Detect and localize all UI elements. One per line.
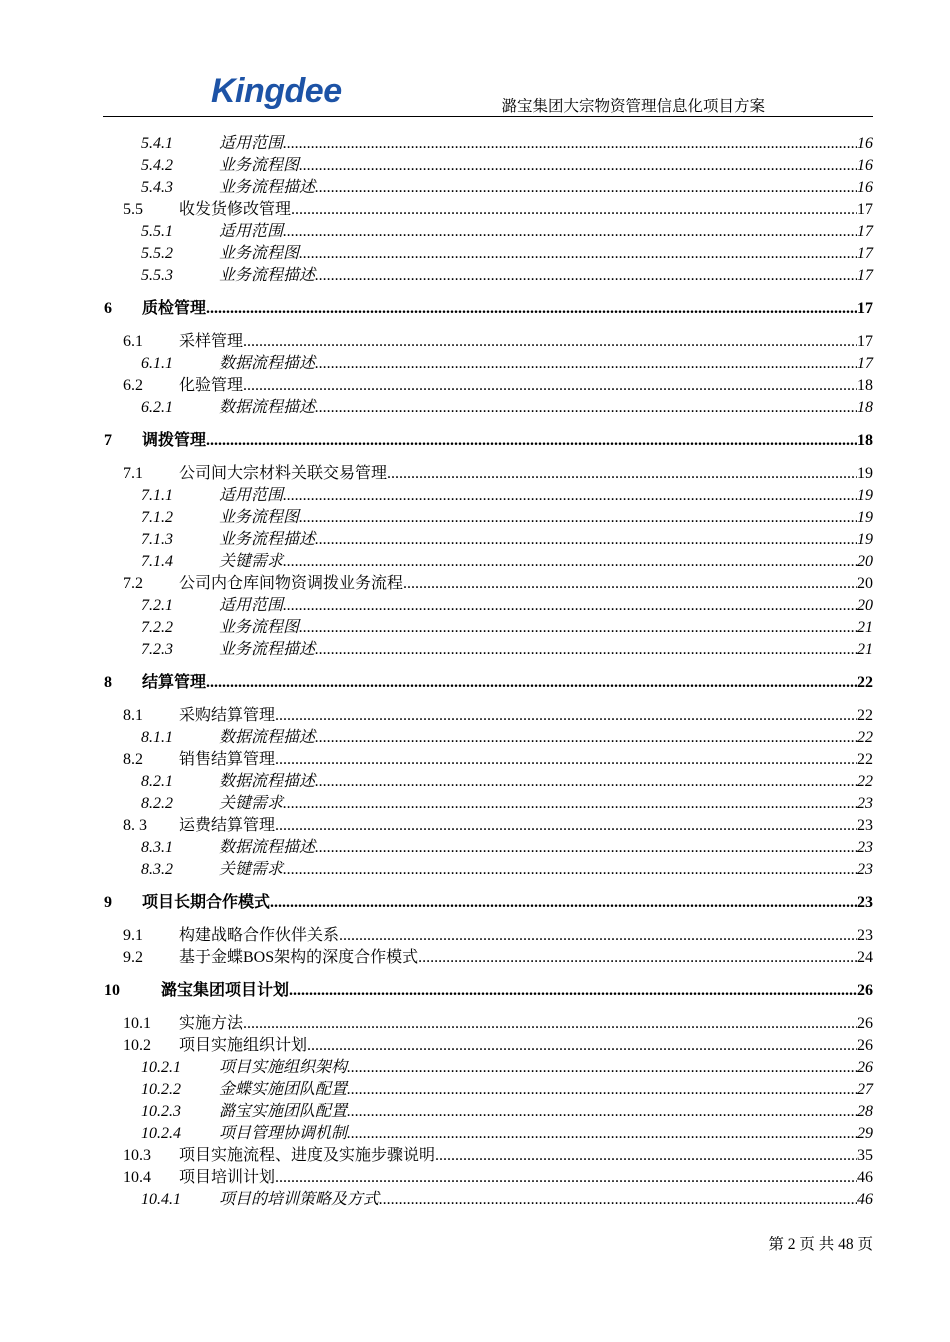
toc-entry-10[interactable] [103,977,873,999]
toc-leader-dots [347,1125,857,1143]
toc-entry-8-2-1[interactable] [103,768,873,790]
toc-entry-title: 数据流程描述 [219,729,316,746]
toc-leader-dots [379,1191,857,1209]
toc-entry-title: 数据流程描述 [219,399,316,416]
toc-leader-dots [315,729,857,747]
toc-entry-number: 8.2 [123,751,143,768]
toc-entry-number: 5.5.3 [141,267,173,284]
toc-entry-5-5-2[interactable] [103,240,873,262]
toc-entry-title: 关键需求 [219,553,284,570]
toc-entry-page: 23 [857,861,873,878]
toc-entry-number: 5.4.2 [141,157,173,174]
toc-entry-10-4[interactable] [103,1164,873,1186]
toc-entry-title: 适用范围 [219,135,284,152]
toc-entry-number: 9 [104,894,112,911]
toc-entry-number: 10.2.1 [141,1059,181,1076]
toc-entry-number: 7.2 [123,575,143,592]
toc-entry-page: 21 [857,619,873,636]
toc-entry-6-1-1[interactable] [103,350,873,372]
toc-entry-title: 适用范围 [219,223,284,240]
toc-entry-8-1-1[interactable] [103,724,873,746]
toc-entry-title: 销售结算管理 [179,751,276,768]
toc-entry-10-4-1[interactable] [103,1186,873,1208]
toc-entry-5-5-3[interactable] [103,262,873,284]
toc-entry-page: 19 [857,509,873,526]
toc-entry-number: 9.1 [123,927,143,944]
toc-entry-number: 6.2 [123,377,143,394]
toc-leader-dots [387,465,857,483]
toc-leader-dots [243,333,857,351]
toc-entry-6[interactable] [103,295,873,317]
toc-entry-page: 17 [857,300,873,317]
toc-entry-5-4-2[interactable] [103,152,873,174]
toc-entry-title: 业务流程描述 [219,531,316,548]
toc-entry-10-3[interactable] [103,1142,873,1164]
toc-entry-title: 质检管理 [142,300,207,317]
toc-entry-number: 10.2.2 [141,1081,181,1098]
toc-entry-title: 潞宝实施团队配置 [219,1103,348,1120]
toc-entry-page: 17 [857,245,873,262]
toc-entry-title: 金蝶实施团队配置 [219,1081,348,1098]
toc-entry-10-2-1[interactable] [103,1054,873,1076]
toc-leader-dots [299,619,857,637]
toc-entry-page: 16 [857,179,873,196]
toc-leader-dots [275,751,857,769]
toc-entry-number: 6.1.1 [141,355,173,372]
toc-entry-page: 19 [857,487,873,504]
toc-entry-title: 项目管理协调机制 [219,1125,348,1142]
toc-entry-7-1-3[interactable] [103,526,873,548]
toc-entry-page: 20 [857,553,873,570]
toc-entry-page: 23 [857,795,873,812]
toc-entry-title: 关键需求 [219,795,284,812]
toc-entry-title: 公司内仓库间物资调拨业务流程 [179,575,404,592]
toc-entry-number: 8.2.2 [141,795,173,812]
toc-entry-page: 26 [857,1059,873,1076]
toc-entry-8-3-2[interactable] [103,856,873,878]
toc-entry-title: 采购结算管理 [179,707,276,724]
toc-entry-9-2[interactable] [103,944,873,966]
toc-entry-page: 19 [857,465,873,482]
toc-entry-page: 22 [857,729,873,746]
toc-leader-dots [315,641,857,659]
toc-entry-page: 16 [857,135,873,152]
toc-entry-title: 数据流程描述 [219,839,316,856]
toc-entry-number: 7.1.4 [141,553,173,570]
toc-entry-8-2[interactable] [103,746,873,768]
toc-leader-dots [275,1169,857,1187]
toc-entry-number: 7.1.1 [141,487,173,504]
toc-entry-title: 业务流程图 [219,509,300,526]
toc-entry-number: 8.3.1 [141,839,173,856]
toc-entry-page: 20 [857,597,873,614]
toc-entry-number: 9.2 [123,949,143,966]
toc-entry-number: 5.5.1 [141,223,173,240]
toc-entry-number: 7.2.1 [141,597,173,614]
toc-entry-number: 8.3.2 [141,861,173,878]
toc-leader-dots [283,553,857,571]
toc-entry-title: 项目实施流程、进度及实施步骤说明 [179,1147,436,1164]
toc-entry-page: 27 [857,1081,873,1098]
toc-entry-number: 10 [104,982,120,999]
page-number: 第 2 页 共 48 页 [768,1236,873,1253]
toc-entry-5-4-3[interactable] [103,174,873,196]
toc-entry-page: 22 [857,707,873,724]
toc-entry-number: 7.1.3 [141,531,173,548]
toc-entry-number: 7 [104,432,112,449]
toc-entry-title: 潞宝集团项目计划 [161,982,290,999]
toc-entry-page: 26 [857,982,873,999]
toc-entry-title: 业务流程描述 [219,267,316,284]
toc-leader-dots [347,1059,857,1077]
toc-leader-dots [315,355,857,373]
toc-entry-9[interactable] [103,889,873,911]
toc-entry-page: 21 [857,641,873,658]
toc-leader-dots [315,531,857,549]
toc-entry-5-5-1[interactable] [103,218,873,240]
toc-leader-dots [299,157,857,175]
toc-leader-dots [206,300,857,318]
toc-entry-title: 业务流程图 [219,157,300,174]
toc-entry-page: 28 [857,1103,873,1120]
toc-entry-page: 23 [857,927,873,944]
document-title: 潞宝集团大宗物资管理信息化项目方案 [501,98,765,115]
toc-entry-page: 18 [857,432,873,449]
toc-entry-10-1[interactable] [103,1010,873,1032]
toc-entry-title: 适用范围 [219,487,284,504]
toc-entry-page: 35 [857,1147,873,1164]
toc-leader-dots [283,597,857,615]
toc-leader-dots [206,674,857,692]
toc-entry-page: 23 [857,894,873,911]
toc-entry-8[interactable] [103,669,873,691]
toc-entry-7-1-2[interactable] [103,504,873,526]
toc-leader-dots [299,245,857,263]
toc-entry-10-2-3[interactable] [103,1098,873,1120]
toc-leader-dots [289,982,857,1000]
toc-leader-dots [315,399,857,417]
toc-leader-dots [283,135,857,153]
toc-entry-7-2-3[interactable] [103,636,873,658]
toc-entry-number: 5.5 [123,201,143,218]
toc-leader-dots [283,795,857,813]
toc-entry-title: 公司间大宗材料关联交易管理 [179,465,388,482]
toc-leader-dots [206,432,857,450]
toc-entry-page: 24 [857,949,873,966]
page-header [103,70,873,117]
toc-entry-title: 化验管理 [179,377,244,394]
toc-entry-title: 收发货修改管理 [179,201,292,218]
toc-entry-page: 29 [857,1125,873,1142]
toc-entry-page: 46 [857,1191,873,1208]
toc-leader-dots [339,927,857,945]
toc-entry-number: 7.2.2 [141,619,173,636]
toc-entry-7-2-2[interactable] [103,614,873,636]
toc-leader-dots [347,1103,857,1121]
toc-entry-number: 5.4.3 [141,179,173,196]
toc-leader-dots [307,1037,857,1055]
toc-entry-10-2-2[interactable] [103,1076,873,1098]
toc-entry-page: 20 [857,575,873,592]
toc-leader-dots [283,487,857,505]
toc-leader-dots [418,949,857,967]
toc-entry-title: 实施方法 [179,1015,244,1032]
toc-entry-number: 7.2.3 [141,641,173,658]
toc-entry-page: 17 [857,201,873,218]
toc-leader-dots [435,1147,857,1165]
toc-entry-7-2-1[interactable] [103,592,873,614]
toc-leader-dots [315,179,857,197]
toc-entry-page: 26 [857,1015,873,1032]
toc-entry-page: 17 [857,223,873,240]
toc-leader-dots [275,707,857,725]
toc-leader-dots [291,201,857,219]
toc-entry-page: 46 [857,1169,873,1186]
toc-entry-6-2-1[interactable] [103,394,873,416]
toc-leader-dots [243,377,857,395]
toc-entry-title: 业务流程图 [219,619,300,636]
toc-entry-page: 18 [857,399,873,416]
toc-entry-8-3[interactable] [103,812,873,834]
toc-entry-page: 23 [857,839,873,856]
toc-entry-number: 8.2.1 [141,773,173,790]
toc-entry-page: 23 [857,817,873,834]
toc-entry-number: 6.1 [123,333,143,350]
toc-entry-number: 10.1 [123,1015,151,1032]
toc-entry-page: 22 [857,773,873,790]
toc-entry-page: 17 [857,333,873,350]
toc-entry-page: 22 [857,751,873,768]
toc-entry-title: 数据流程描述 [219,773,316,790]
toc-leader-dots [275,817,857,835]
toc-entry-7-1-1[interactable] [103,482,873,504]
toc-entry-page: 18 [857,377,873,394]
toc-entry-title: 构建战略合作伙伴关系 [179,927,340,944]
toc-entry-page: 19 [857,531,873,548]
toc-entry-8-3-1[interactable] [103,834,873,856]
toc-entry-5-4-1[interactable] [103,130,873,152]
toc-entry-page: 22 [857,674,873,691]
toc-leader-dots [270,894,857,912]
toc-entry-page: 26 [857,1037,873,1054]
toc-entry-page: 16 [857,157,873,174]
toc-entry-title: 结算管理 [142,674,207,691]
toc-entry-number: 6.2.1 [141,399,173,416]
toc-entry-7-2[interactable] [103,570,873,592]
toc-entry-title: 关键需求 [219,861,284,878]
toc-entry-title: 数据流程描述 [219,355,316,372]
toc-entry-title: 基于金蝶BOS架构的深度合作模式 [179,949,419,966]
toc-entry-9-1[interactable] [103,922,873,944]
toc-entry-title: 适用范围 [219,597,284,614]
toc-entry-number: 10.4 [123,1169,151,1186]
toc-entry-number: 8.1 [123,707,143,724]
toc-entry-5-5[interactable] [103,196,873,218]
toc-entry-number: 7.1.2 [141,509,173,526]
toc-entry-number: 10.3 [123,1147,151,1164]
toc-leader-dots [315,267,857,285]
toc-entry-number: 10.2.3 [141,1103,181,1120]
toc-leader-dots [283,223,857,241]
toc-entry-10-2[interactable] [103,1032,873,1054]
toc-entry-number: 10.4.1 [141,1191,181,1208]
toc-leader-dots [315,839,857,857]
toc-entry-number: 8 [104,674,112,691]
toc-entry-number: 10.2.4 [141,1125,181,1142]
toc-entry-8-1[interactable] [103,702,873,724]
toc-leader-dots [315,773,857,791]
toc-entry-title: 项目实施组织计划 [179,1037,308,1054]
toc-entry-number: 5.5.2 [141,245,173,262]
toc-entry-title: 业务流程图 [219,245,300,262]
toc-entry-title: 项目长期合作模式 [142,894,271,911]
toc-entry-number: 5.4.1 [141,135,173,152]
toc-entry-10-2-4[interactable] [103,1120,873,1142]
toc-entry-title: 调拨管理 [142,432,207,449]
toc-entry-title: 业务流程描述 [219,641,316,658]
toc-leader-dots [243,1015,857,1033]
toc-entry-number: 10.2 [123,1037,151,1054]
toc-entry-number: 7.1 [123,465,143,482]
toc-leader-dots [283,861,857,879]
toc-leader-dots [347,1081,857,1099]
toc-entry-title: 项目培训计划 [179,1169,276,1186]
toc-entry-title: 项目的培训策略及方式 [219,1191,380,1208]
toc-entry-number: 8. 3 [123,817,147,834]
toc-entry-number: 6 [104,300,112,317]
toc-entry-title: 采样管理 [179,333,244,350]
toc-entry-page: 17 [857,267,873,284]
toc-entry-title: 项目实施组织架构 [219,1059,348,1076]
toc-entry-7-1[interactable] [103,460,873,482]
kingdee-logo: Kingdee [211,72,342,110]
toc-entry-7-1-4[interactable] [103,548,873,570]
toc-leader-dots [403,575,857,593]
toc-leader-dots [299,509,857,527]
toc-entry-6-1[interactable] [103,328,873,350]
toc-entry-6-2[interactable] [103,372,873,394]
toc-entry-page: 17 [857,355,873,372]
toc-entry-8-2-2[interactable] [103,790,873,812]
toc-entry-title: 业务流程描述 [219,179,316,196]
toc-entry-7[interactable] [103,427,873,449]
toc-entry-number: 8.1.1 [141,729,173,746]
toc-entry-title: 运费结算管理 [179,817,276,834]
